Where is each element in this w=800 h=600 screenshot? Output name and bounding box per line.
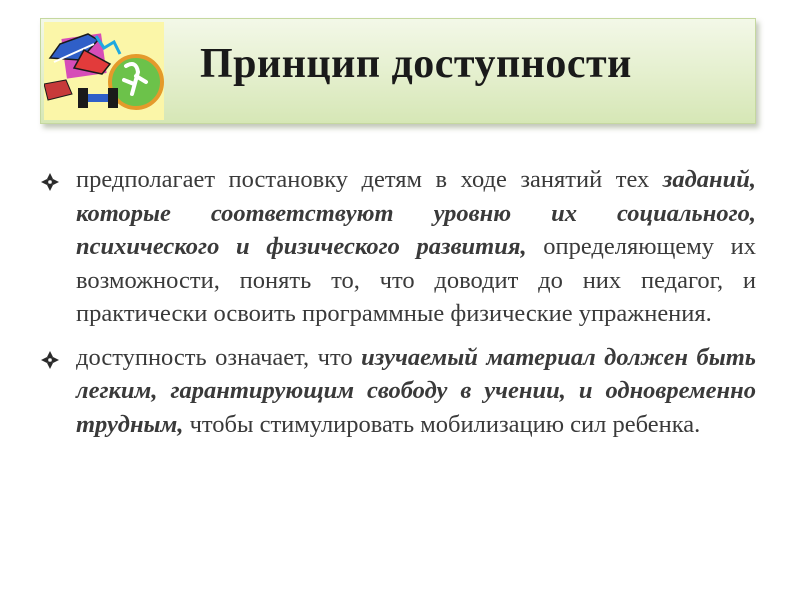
slide-title: Принцип доступности [200,41,632,87]
bullet-2-text [76,344,756,438]
diamond-bullet-icon [40,172,60,192]
bullet-list [40,163,756,451]
diamond-bullet-icon [40,350,60,370]
bullet-2-segment-emphasis: изучаемый материал должен быть легким, гарантирующим свободу в учении, и одновременно трудным, [76,343,756,438]
bullet-1-segment-plain: предполагает постановку детям в ходе занятий тех [76,166,663,193]
bullet-1-segment-plain-end: определяющему их возможности, понять то, что доводит до них педагог, и практически освоить программные физические упражнения. [76,233,757,327]
sports-fitness-clipart-icon [44,22,164,120]
bullet-2-segment-plain-end: чтобы стимулировать мобилизацию сил ребенка. [183,410,701,438]
bullet-item-1 [40,163,756,331]
bullet-2-segment-plain: доступность означает, что [76,343,362,371]
bullet-1-text [76,166,756,327]
bullet-item-2 [40,341,756,442]
bullet-1-segment-emphasis: заданий, которые соответствуют уровню их социального, психического и физического развития, [76,166,756,260]
